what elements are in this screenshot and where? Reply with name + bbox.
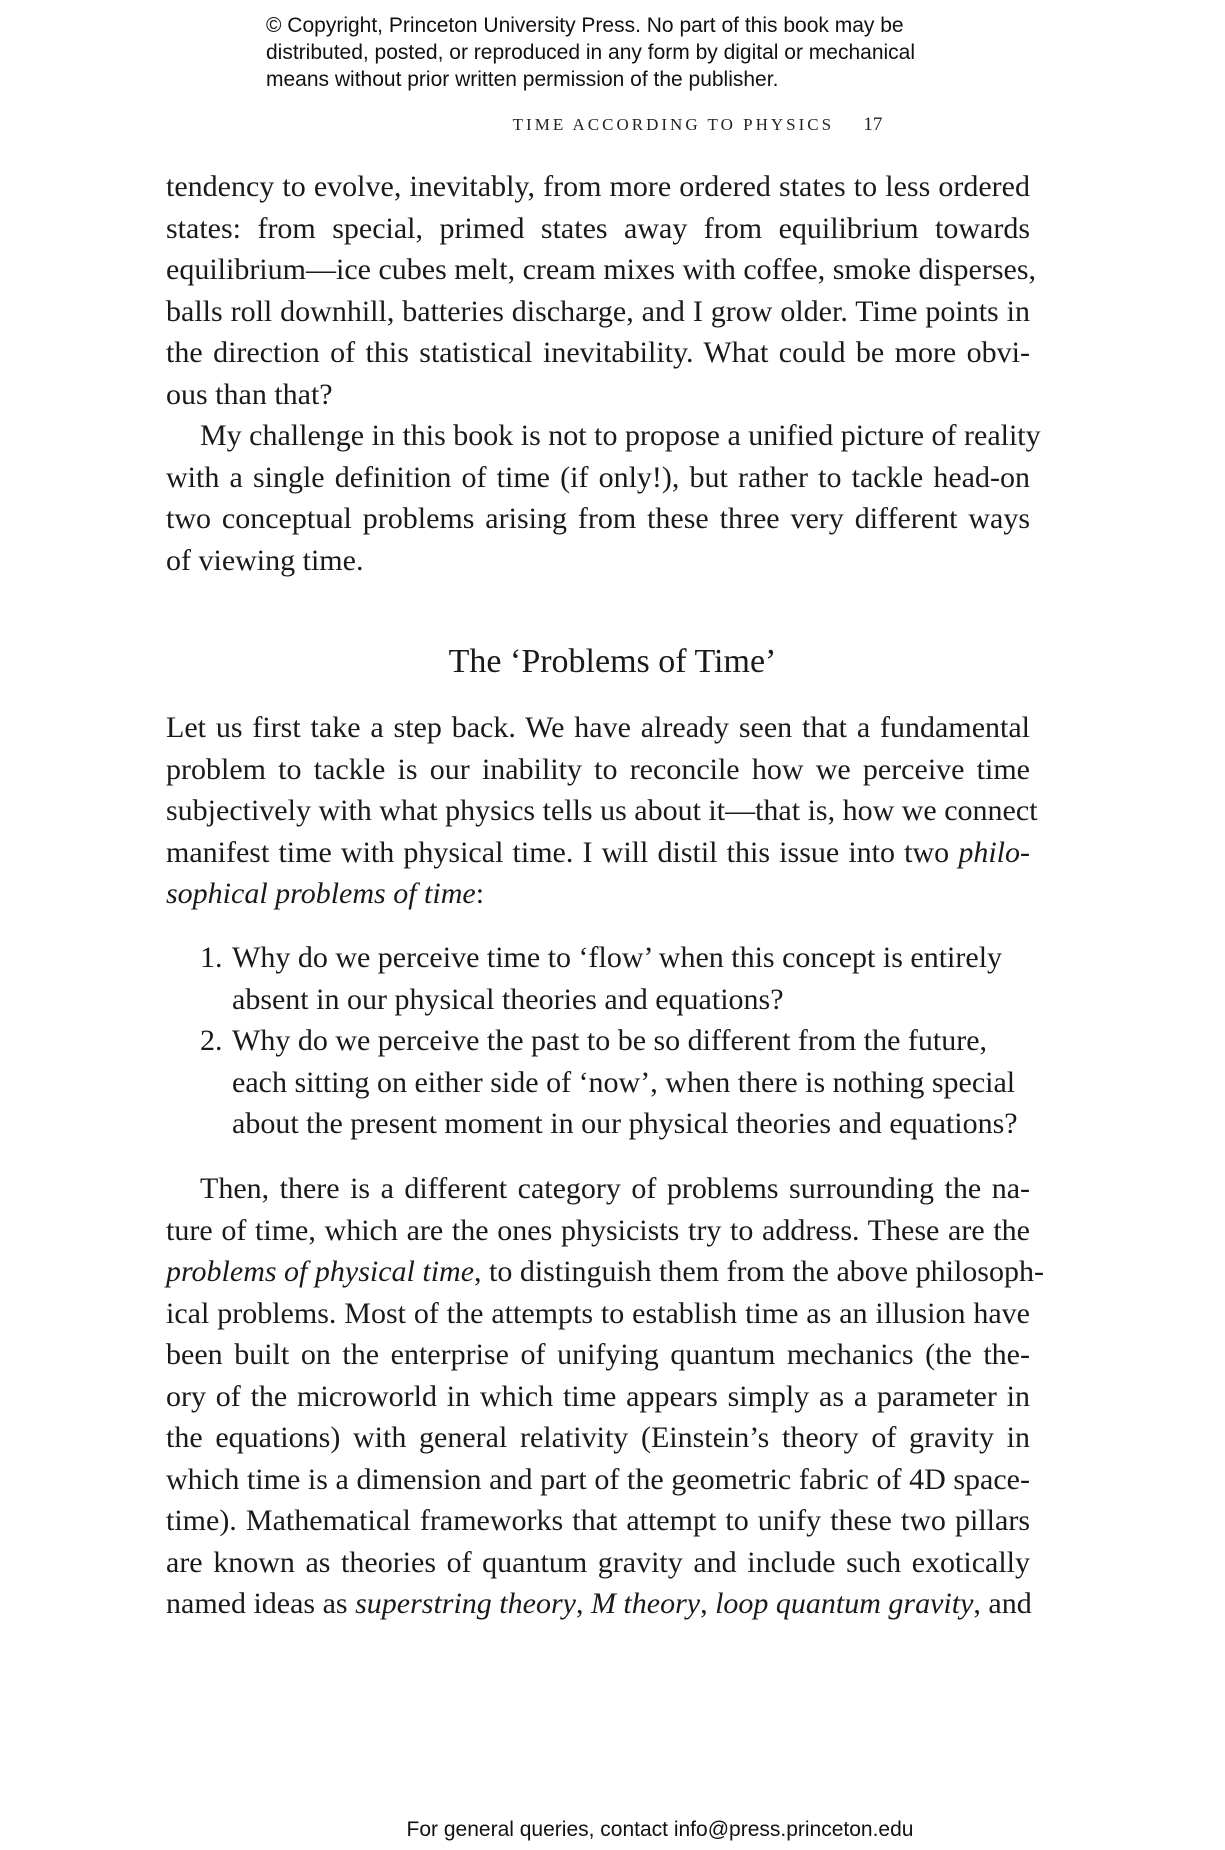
text-line [166,832,1030,874]
text-line: ical problems. Most of the attempts to establish time as an illusion have [166,1296,1030,1330]
list-number: 2. [200,1024,223,1057]
text-line: two conceptual problems arising from these three very different ways [166,502,1030,535]
italic-term: loop quantum gravity [715,1587,974,1620]
text-line: Why do we perceive the past to be so different from the future, [232,1024,988,1057]
text-line: Let us first take a step back. We have already seen that a fundamental [166,711,1030,744]
text-line [166,1251,1044,1293]
italic-term: sophical problems of time [166,877,476,910]
text-line: subjectively with what physics tells us about it—that is, how we connect [166,794,1038,827]
text-line: equilibrium—ice cubes melt, cream mixes with coffee, smoke disperses, [166,253,1037,286]
copyright-line: means without prior written permission of the publisher. [266,68,779,91]
text-line: about the present moment in our physical theories and equations? [232,1107,1018,1140]
copyright-line: distributed, posted, or reproduced in any form by digital or mechanical [266,41,916,64]
italic-term: philo- [958,835,1030,869]
text-line: absent in our physical theories and equations? [232,982,784,1016]
running-head [0,114,1225,136]
text-run: manifest time with physical time. I will distil this issue into two [166,835,959,869]
list-item [166,1020,1030,1145]
text-line: time). Mathematical frameworks that attempt to unify these two pillars [166,1504,1030,1537]
section-heading: The ‘Problems of Time’ [448,643,777,680]
text-run: , [575,1587,591,1620]
copyright-notice [266,12,1026,93]
italic-term: M theory [590,1587,701,1620]
running-head-title: TIME ACCORDING TO PHYSICS [512,115,835,134]
text-run: , to distinguish them from the above philosoph- [474,1255,1044,1288]
text-line: been built on the enterprise of unifying quantum mechanics (the the- [166,1338,1030,1371]
italic-term: superstring theory [355,1587,576,1620]
text-line: problem to tackle is our inability to reconcile how we perceive time [166,752,1030,786]
text-line: of viewing time. [166,543,364,577]
text-line: which time is a dimension and part of the geometric fabric of 4D space- [166,1462,1030,1496]
text-line: ture of time, which are the ones physicists try to address. These are the [166,1213,1030,1247]
page-number: 17 [863,114,883,135]
text-line [166,873,1030,915]
footer-contact: For general queries, contact info@press.princeton.edu [406,1818,914,1841]
text-line: ous than that? [166,377,333,411]
text-line: Why do we perceive time to ‘flow’ when this concept is entirely [232,941,1003,974]
text-run: named ideas as [166,1587,356,1620]
text-line: Then, there is a different category of problems surrounding the na- [200,1172,1030,1205]
numbered-list [166,937,1030,1145]
text-run: : [475,877,485,910]
text-line: the equations) with general relativity (Einstein’s theory of gravity in [166,1421,1030,1454]
paragraph-physical-time [166,1168,1044,1625]
list-number: 1. [200,941,223,974]
text-line: states: from special, primed states away from equilibrium towards [166,211,1030,245]
text-run: , [700,1587,716,1620]
italic-term: problems of physical time [166,1255,475,1288]
text-line: balls roll downhill, batteries discharge, and I grow older. Time points in [166,294,1030,328]
text-run: , and [973,1587,1032,1620]
text-line: ory of the microworld in which time appears simply as a parameter in [166,1379,1030,1413]
text-line: tendency to evolve, inevitably, from more ordered states to less ordered [166,170,1030,203]
text-line: each sitting on either side of ‘now’, when there is nothing special [232,1065,1016,1099]
list-item [166,937,1030,1020]
text-line [166,1583,1030,1625]
text-line: with a single definition of time (if only!), but rather to tackle head-on [166,460,1030,494]
paragraph-continued [166,166,1041,581]
text-line: My challenge in this book is not to propose a unified picture of reality [200,419,1041,452]
copyright-line: © Copyright, Princeton University Press. No part of this book may be [266,14,904,37]
footer [0,1818,1225,1842]
text-line: the direction of this statistical inevitability. What could be more obvi- [166,336,1030,369]
paragraph-problems-intro [166,707,1038,915]
text-line: are known as theories of quantum gravity and include such exotically [166,1545,1030,1579]
